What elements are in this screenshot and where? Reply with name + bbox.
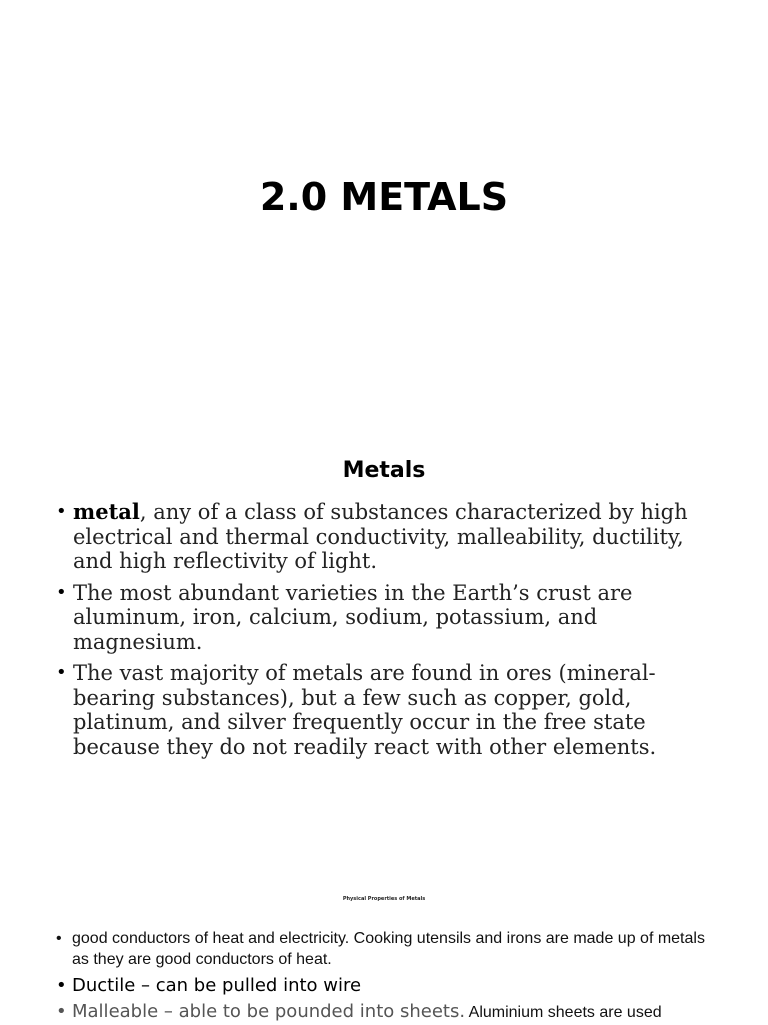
bullet-icon: • [56,501,67,522]
list-item [56,928,716,970]
list-item-tail: Aluminium sheets are used [465,1004,662,1021]
list-item [56,1000,716,1025]
list-item [56,500,716,574]
slide-heading: Physical Properties of Metals [342,896,426,902]
list-item-text: Ductile – can be pulled into wire [72,975,362,996]
bullet-list [56,500,716,766]
title-slide [0,0,768,400]
bullet-icon: • [56,975,67,996]
bullet-icon: • [56,930,62,947]
list-item-text: Malleable – able to be pounded into sheets. [72,1001,466,1022]
bullet-icon: • [56,1001,67,1022]
term-bold: metal [73,499,140,524]
bullet-list [56,928,716,1025]
list-item-text: The vast majority of metals are found in ores (mineral-bearing substances), but a few such as copper, gold, platinum, and silver frequently occur in the free state because they do not readily react with other elements. [73,661,657,759]
list-item [56,974,716,998]
list-item-text: , any of a class of substances characterized by high electrical and thermal conductivity, malleability, ductility, and high reflectivity of light. [73,500,688,573]
slide-title: 2.0 METALS [259,175,509,219]
list-item [56,661,716,759]
slide-heading: Metals [342,458,426,483]
list-item-text: good conductors of heat and electricity. Cooking utensils and irons are made up of metals as they are good conductors of heat. [72,930,705,968]
list-item-text: The most abundant varieties in the Earth’s crust are aluminum, iron, calcium, sodium, potassium, and magnesium. [73,580,633,654]
bullet-icon: • [56,581,67,603]
list-item [56,581,716,655]
bullet-icon: • [56,662,67,683]
